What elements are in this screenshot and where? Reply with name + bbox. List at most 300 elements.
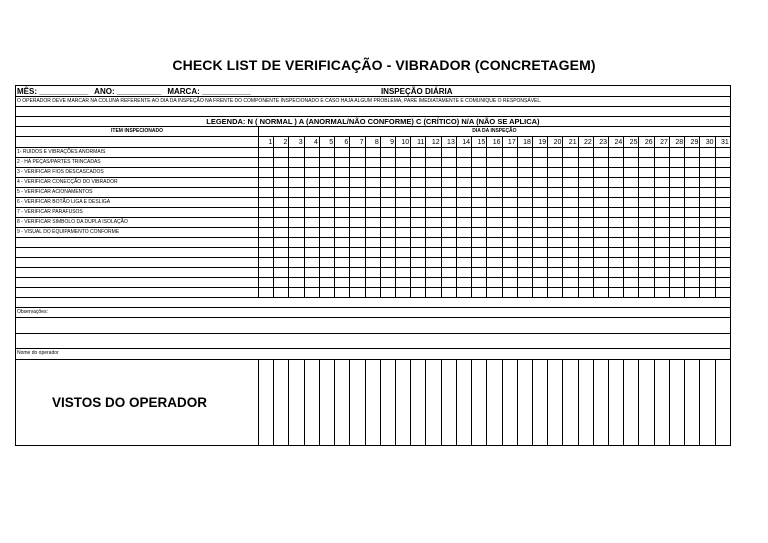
check-cell[interactable] bbox=[456, 168, 471, 178]
check-cell[interactable] bbox=[654, 288, 669, 298]
check-cell[interactable] bbox=[472, 158, 487, 168]
check-cell[interactable] bbox=[350, 208, 365, 218]
signature-cell[interactable] bbox=[411, 360, 426, 446]
check-cell[interactable] bbox=[502, 148, 517, 158]
check-cell[interactable] bbox=[593, 188, 608, 198]
check-cell[interactable] bbox=[289, 228, 304, 238]
signature-cell[interactable] bbox=[304, 360, 319, 446]
check-cell[interactable] bbox=[578, 158, 593, 168]
check-cell[interactable] bbox=[411, 238, 426, 248]
check-cell[interactable] bbox=[578, 168, 593, 178]
check-cell[interactable] bbox=[563, 158, 578, 168]
check-cell[interactable] bbox=[456, 248, 471, 258]
check-cell[interactable] bbox=[654, 148, 669, 158]
check-cell[interactable] bbox=[411, 258, 426, 268]
check-cell[interactable] bbox=[609, 178, 624, 188]
check-cell[interactable] bbox=[715, 228, 730, 238]
signature-cell[interactable] bbox=[289, 360, 304, 446]
check-cell[interactable] bbox=[609, 248, 624, 258]
check-cell[interactable] bbox=[669, 268, 684, 278]
check-cell[interactable] bbox=[319, 218, 334, 228]
check-cell[interactable] bbox=[700, 218, 715, 228]
signature-cell[interactable] bbox=[395, 360, 410, 446]
check-cell[interactable] bbox=[289, 218, 304, 228]
check-cell[interactable] bbox=[700, 208, 715, 218]
check-cell[interactable] bbox=[624, 228, 639, 238]
check-cell[interactable] bbox=[456, 278, 471, 288]
check-cell[interactable] bbox=[578, 198, 593, 208]
check-cell[interactable] bbox=[304, 158, 319, 168]
check-cell[interactable] bbox=[365, 168, 380, 178]
signature-cell[interactable] bbox=[365, 360, 380, 446]
check-cell[interactable] bbox=[700, 268, 715, 278]
signature-cell[interactable] bbox=[319, 360, 334, 446]
check-cell[interactable] bbox=[289, 248, 304, 258]
check-cell[interactable] bbox=[289, 158, 304, 168]
check-cell[interactable] bbox=[502, 248, 517, 258]
signature-cell[interactable] bbox=[456, 360, 471, 446]
check-cell[interactable] bbox=[685, 288, 700, 298]
check-cell[interactable] bbox=[700, 258, 715, 268]
check-cell[interactable] bbox=[548, 178, 563, 188]
signature-cell[interactable] bbox=[335, 360, 350, 446]
check-cell[interactable] bbox=[715, 288, 730, 298]
check-cell[interactable] bbox=[654, 198, 669, 208]
signature-cell[interactable] bbox=[578, 360, 593, 446]
check-cell[interactable] bbox=[395, 208, 410, 218]
ano-field[interactable]: ANO: __________ bbox=[94, 86, 162, 96]
check-cell[interactable] bbox=[259, 248, 274, 258]
check-cell[interactable] bbox=[304, 188, 319, 198]
check-cell[interactable] bbox=[289, 198, 304, 208]
check-cell[interactable] bbox=[517, 258, 532, 268]
signature-cell[interactable] bbox=[517, 360, 532, 446]
signature-cell[interactable] bbox=[548, 360, 563, 446]
check-cell[interactable] bbox=[441, 278, 456, 288]
check-cell[interactable] bbox=[593, 158, 608, 168]
check-cell[interactable] bbox=[517, 218, 532, 228]
check-cell[interactable] bbox=[304, 208, 319, 218]
check-cell[interactable] bbox=[487, 278, 502, 288]
check-cell[interactable] bbox=[395, 228, 410, 238]
check-cell[interactable] bbox=[532, 258, 547, 268]
check-cell[interactable] bbox=[593, 208, 608, 218]
check-cell[interactable] bbox=[654, 258, 669, 268]
check-cell[interactable] bbox=[441, 148, 456, 158]
check-cell[interactable] bbox=[502, 268, 517, 278]
check-cell[interactable] bbox=[274, 208, 289, 218]
check-cell[interactable] bbox=[578, 188, 593, 198]
check-cell[interactable] bbox=[517, 238, 532, 248]
check-cell[interactable] bbox=[669, 198, 684, 208]
check-cell[interactable] bbox=[319, 228, 334, 238]
check-cell[interactable] bbox=[380, 208, 395, 218]
check-cell[interactable] bbox=[563, 268, 578, 278]
check-cell[interactable] bbox=[304, 228, 319, 238]
check-cell[interactable] bbox=[639, 258, 654, 268]
check-cell[interactable] bbox=[335, 218, 350, 228]
check-cell[interactable] bbox=[563, 288, 578, 298]
check-cell[interactable] bbox=[700, 178, 715, 188]
check-cell[interactable] bbox=[669, 178, 684, 188]
check-cell[interactable] bbox=[304, 268, 319, 278]
check-cell[interactable] bbox=[472, 208, 487, 218]
check-cell[interactable] bbox=[395, 218, 410, 228]
check-cell[interactable] bbox=[548, 208, 563, 218]
check-cell[interactable] bbox=[259, 238, 274, 248]
check-cell[interactable] bbox=[578, 248, 593, 258]
check-cell[interactable] bbox=[274, 148, 289, 158]
check-cell[interactable] bbox=[700, 168, 715, 178]
check-cell[interactable] bbox=[259, 168, 274, 178]
check-cell[interactable] bbox=[426, 288, 441, 298]
check-cell[interactable] bbox=[654, 158, 669, 168]
check-cell[interactable] bbox=[669, 238, 684, 248]
check-cell[interactable] bbox=[456, 178, 471, 188]
check-cell[interactable] bbox=[624, 278, 639, 288]
check-cell[interactable] bbox=[487, 238, 502, 248]
check-cell[interactable] bbox=[456, 288, 471, 298]
check-cell[interactable] bbox=[411, 208, 426, 218]
check-cell[interactable] bbox=[395, 238, 410, 248]
signature-cell[interactable] bbox=[274, 360, 289, 446]
signature-cell[interactable] bbox=[472, 360, 487, 446]
signature-cell[interactable] bbox=[441, 360, 456, 446]
check-cell[interactable] bbox=[700, 198, 715, 208]
check-cell[interactable] bbox=[259, 288, 274, 298]
check-cell[interactable] bbox=[609, 258, 624, 268]
check-cell[interactable] bbox=[304, 278, 319, 288]
check-cell[interactable] bbox=[487, 208, 502, 218]
check-cell[interactable] bbox=[685, 278, 700, 288]
check-cell[interactable] bbox=[350, 228, 365, 238]
check-cell[interactable] bbox=[289, 258, 304, 268]
check-cell[interactable] bbox=[700, 148, 715, 158]
check-cell[interactable] bbox=[685, 168, 700, 178]
check-cell[interactable] bbox=[532, 198, 547, 208]
signature-cell[interactable] bbox=[685, 360, 700, 446]
check-cell[interactable] bbox=[563, 228, 578, 238]
check-cell[interactable] bbox=[274, 158, 289, 168]
check-cell[interactable] bbox=[335, 228, 350, 238]
check-cell[interactable] bbox=[578, 148, 593, 158]
check-cell[interactable] bbox=[487, 178, 502, 188]
check-cell[interactable] bbox=[426, 248, 441, 258]
check-cell[interactable] bbox=[609, 218, 624, 228]
check-cell[interactable] bbox=[624, 248, 639, 258]
check-cell[interactable] bbox=[335, 158, 350, 168]
check-cell[interactable] bbox=[624, 208, 639, 218]
check-cell[interactable] bbox=[304, 198, 319, 208]
check-cell[interactable] bbox=[654, 248, 669, 258]
check-cell[interactable] bbox=[441, 288, 456, 298]
check-cell[interactable] bbox=[669, 208, 684, 218]
check-cell[interactable] bbox=[593, 178, 608, 188]
check-cell[interactable] bbox=[517, 288, 532, 298]
check-cell[interactable] bbox=[487, 188, 502, 198]
check-cell[interactable] bbox=[319, 288, 334, 298]
check-cell[interactable] bbox=[426, 208, 441, 218]
check-cell[interactable] bbox=[578, 228, 593, 238]
check-cell[interactable] bbox=[654, 208, 669, 218]
check-cell[interactable] bbox=[365, 248, 380, 258]
check-cell[interactable] bbox=[304, 218, 319, 228]
check-cell[interactable] bbox=[395, 248, 410, 258]
check-cell[interactable] bbox=[335, 258, 350, 268]
check-cell[interactable] bbox=[502, 258, 517, 268]
check-cell[interactable] bbox=[654, 168, 669, 178]
check-cell[interactable] bbox=[411, 178, 426, 188]
check-cell[interactable] bbox=[624, 178, 639, 188]
check-cell[interactable] bbox=[335, 168, 350, 178]
check-cell[interactable] bbox=[578, 258, 593, 268]
check-cell[interactable] bbox=[380, 168, 395, 178]
check-cell[interactable] bbox=[609, 278, 624, 288]
check-cell[interactable] bbox=[274, 218, 289, 228]
check-cell[interactable] bbox=[548, 278, 563, 288]
check-cell[interactable] bbox=[472, 278, 487, 288]
check-cell[interactable] bbox=[335, 238, 350, 248]
check-cell[interactable] bbox=[624, 258, 639, 268]
check-cell[interactable] bbox=[517, 228, 532, 238]
check-cell[interactable] bbox=[532, 218, 547, 228]
check-cell[interactable] bbox=[578, 238, 593, 248]
check-cell[interactable] bbox=[548, 148, 563, 158]
check-cell[interactable] bbox=[609, 238, 624, 248]
check-cell[interactable] bbox=[700, 158, 715, 168]
check-cell[interactable] bbox=[411, 268, 426, 278]
check-cell[interactable] bbox=[578, 208, 593, 218]
check-cell[interactable] bbox=[563, 188, 578, 198]
check-cell[interactable] bbox=[609, 228, 624, 238]
check-cell[interactable] bbox=[639, 248, 654, 258]
check-cell[interactable] bbox=[685, 178, 700, 188]
check-cell[interactable] bbox=[624, 268, 639, 278]
check-cell[interactable] bbox=[472, 238, 487, 248]
check-cell[interactable] bbox=[426, 198, 441, 208]
check-cell[interactable] bbox=[426, 168, 441, 178]
check-cell[interactable] bbox=[487, 248, 502, 258]
check-cell[interactable] bbox=[304, 258, 319, 268]
check-cell[interactable] bbox=[411, 158, 426, 168]
check-cell[interactable] bbox=[395, 198, 410, 208]
check-cell[interactable] bbox=[335, 178, 350, 188]
check-cell[interactable] bbox=[274, 248, 289, 258]
check-cell[interactable] bbox=[365, 288, 380, 298]
check-cell[interactable] bbox=[289, 238, 304, 248]
check-cell[interactable] bbox=[411, 228, 426, 238]
check-cell[interactable] bbox=[426, 228, 441, 238]
check-cell[interactable] bbox=[715, 218, 730, 228]
check-cell[interactable] bbox=[517, 148, 532, 158]
check-cell[interactable] bbox=[593, 218, 608, 228]
check-cell[interactable] bbox=[304, 168, 319, 178]
check-cell[interactable] bbox=[426, 218, 441, 228]
check-cell[interactable] bbox=[350, 218, 365, 228]
check-cell[interactable] bbox=[654, 218, 669, 228]
check-cell[interactable] bbox=[593, 228, 608, 238]
check-cell[interactable] bbox=[654, 188, 669, 198]
check-cell[interactable] bbox=[380, 228, 395, 238]
check-cell[interactable] bbox=[350, 268, 365, 278]
check-cell[interactable] bbox=[395, 168, 410, 178]
check-cell[interactable] bbox=[548, 218, 563, 228]
signature-cell[interactable] bbox=[350, 360, 365, 446]
check-cell[interactable] bbox=[639, 178, 654, 188]
check-cell[interactable] bbox=[259, 158, 274, 168]
check-cell[interactable] bbox=[380, 188, 395, 198]
check-cell[interactable] bbox=[274, 178, 289, 188]
check-cell[interactable] bbox=[411, 218, 426, 228]
check-cell[interactable] bbox=[289, 278, 304, 288]
check-cell[interactable] bbox=[685, 218, 700, 228]
check-cell[interactable] bbox=[426, 158, 441, 168]
check-cell[interactable] bbox=[259, 208, 274, 218]
check-cell[interactable] bbox=[289, 188, 304, 198]
check-cell[interactable] bbox=[472, 198, 487, 208]
check-cell[interactable] bbox=[472, 268, 487, 278]
check-cell[interactable] bbox=[502, 168, 517, 178]
check-cell[interactable] bbox=[654, 268, 669, 278]
check-cell[interactable] bbox=[715, 268, 730, 278]
check-cell[interactable] bbox=[669, 248, 684, 258]
check-cell[interactable] bbox=[456, 208, 471, 218]
check-cell[interactable] bbox=[456, 268, 471, 278]
check-cell[interactable] bbox=[563, 238, 578, 248]
check-cell[interactable] bbox=[502, 288, 517, 298]
check-cell[interactable] bbox=[274, 188, 289, 198]
check-cell[interactable] bbox=[548, 248, 563, 258]
check-cell[interactable] bbox=[532, 148, 547, 158]
check-cell[interactable] bbox=[715, 188, 730, 198]
check-cell[interactable] bbox=[639, 168, 654, 178]
check-cell[interactable] bbox=[517, 168, 532, 178]
check-cell[interactable] bbox=[624, 218, 639, 228]
check-cell[interactable] bbox=[517, 248, 532, 258]
check-cell[interactable] bbox=[259, 218, 274, 228]
check-cell[interactable] bbox=[472, 218, 487, 228]
check-cell[interactable] bbox=[685, 268, 700, 278]
check-cell[interactable] bbox=[259, 198, 274, 208]
check-cell[interactable] bbox=[365, 148, 380, 158]
check-cell[interactable] bbox=[380, 238, 395, 248]
check-cell[interactable] bbox=[517, 208, 532, 218]
check-cell[interactable] bbox=[639, 228, 654, 238]
check-cell[interactable] bbox=[335, 278, 350, 288]
check-cell[interactable] bbox=[669, 148, 684, 158]
check-cell[interactable] bbox=[517, 178, 532, 188]
check-cell[interactable] bbox=[456, 228, 471, 238]
check-cell[interactable] bbox=[365, 158, 380, 168]
check-cell[interactable] bbox=[593, 268, 608, 278]
check-cell[interactable] bbox=[700, 238, 715, 248]
check-cell[interactable] bbox=[350, 158, 365, 168]
check-cell[interactable] bbox=[532, 238, 547, 248]
check-cell[interactable] bbox=[654, 228, 669, 238]
check-cell[interactable] bbox=[548, 188, 563, 198]
check-cell[interactable] bbox=[624, 188, 639, 198]
signature-cell[interactable] bbox=[654, 360, 669, 446]
check-cell[interactable] bbox=[669, 228, 684, 238]
check-cell[interactable] bbox=[502, 188, 517, 198]
check-cell[interactable] bbox=[456, 198, 471, 208]
check-cell[interactable] bbox=[411, 198, 426, 208]
check-cell[interactable] bbox=[411, 288, 426, 298]
check-cell[interactable] bbox=[502, 278, 517, 288]
check-cell[interactable] bbox=[365, 258, 380, 268]
check-cell[interactable] bbox=[274, 168, 289, 178]
check-cell[interactable] bbox=[472, 258, 487, 268]
check-cell[interactable] bbox=[411, 168, 426, 178]
check-cell[interactable] bbox=[304, 288, 319, 298]
check-cell[interactable] bbox=[609, 208, 624, 218]
check-cell[interactable] bbox=[426, 238, 441, 248]
check-cell[interactable] bbox=[532, 188, 547, 198]
check-cell[interactable] bbox=[609, 288, 624, 298]
check-cell[interactable] bbox=[289, 168, 304, 178]
check-cell[interactable] bbox=[685, 208, 700, 218]
signature-cell[interactable] bbox=[259, 360, 274, 446]
check-cell[interactable] bbox=[639, 208, 654, 218]
check-cell[interactable] bbox=[715, 198, 730, 208]
check-cell[interactable] bbox=[395, 268, 410, 278]
check-cell[interactable] bbox=[411, 148, 426, 158]
check-cell[interactable] bbox=[563, 148, 578, 158]
check-cell[interactable] bbox=[685, 228, 700, 238]
check-cell[interactable] bbox=[259, 228, 274, 238]
check-cell[interactable] bbox=[548, 158, 563, 168]
marca-field[interactable]: MARCA: ___________ bbox=[167, 86, 251, 96]
check-cell[interactable] bbox=[487, 288, 502, 298]
check-cell[interactable] bbox=[532, 178, 547, 188]
check-cell[interactable] bbox=[411, 188, 426, 198]
check-cell[interactable] bbox=[654, 278, 669, 288]
check-cell[interactable] bbox=[289, 148, 304, 158]
check-cell[interactable] bbox=[715, 258, 730, 268]
check-cell[interactable] bbox=[441, 158, 456, 168]
check-cell[interactable] bbox=[532, 288, 547, 298]
check-cell[interactable] bbox=[274, 258, 289, 268]
check-cell[interactable] bbox=[365, 198, 380, 208]
check-cell[interactable] bbox=[487, 268, 502, 278]
check-cell[interactable] bbox=[411, 248, 426, 258]
check-cell[interactable] bbox=[669, 188, 684, 198]
check-cell[interactable] bbox=[426, 268, 441, 278]
check-cell[interactable] bbox=[365, 268, 380, 278]
check-cell[interactable] bbox=[532, 268, 547, 278]
check-cell[interactable] bbox=[259, 258, 274, 268]
check-cell[interactable] bbox=[669, 278, 684, 288]
check-cell[interactable] bbox=[685, 238, 700, 248]
check-cell[interactable] bbox=[350, 288, 365, 298]
check-cell[interactable] bbox=[578, 288, 593, 298]
check-cell[interactable] bbox=[639, 268, 654, 278]
mes-field[interactable]: MÊS: ___________ bbox=[17, 86, 89, 96]
check-cell[interactable] bbox=[319, 198, 334, 208]
check-cell[interactable] bbox=[487, 258, 502, 268]
check-cell[interactable] bbox=[639, 218, 654, 228]
check-cell[interactable] bbox=[532, 208, 547, 218]
check-cell[interactable] bbox=[532, 278, 547, 288]
check-cell[interactable] bbox=[563, 178, 578, 188]
check-cell[interactable] bbox=[304, 238, 319, 248]
signature-cell[interactable] bbox=[700, 360, 715, 446]
check-cell[interactable] bbox=[669, 258, 684, 268]
signature-cell[interactable] bbox=[639, 360, 654, 446]
check-cell[interactable] bbox=[274, 268, 289, 278]
check-cell[interactable] bbox=[319, 248, 334, 258]
check-cell[interactable] bbox=[548, 228, 563, 238]
